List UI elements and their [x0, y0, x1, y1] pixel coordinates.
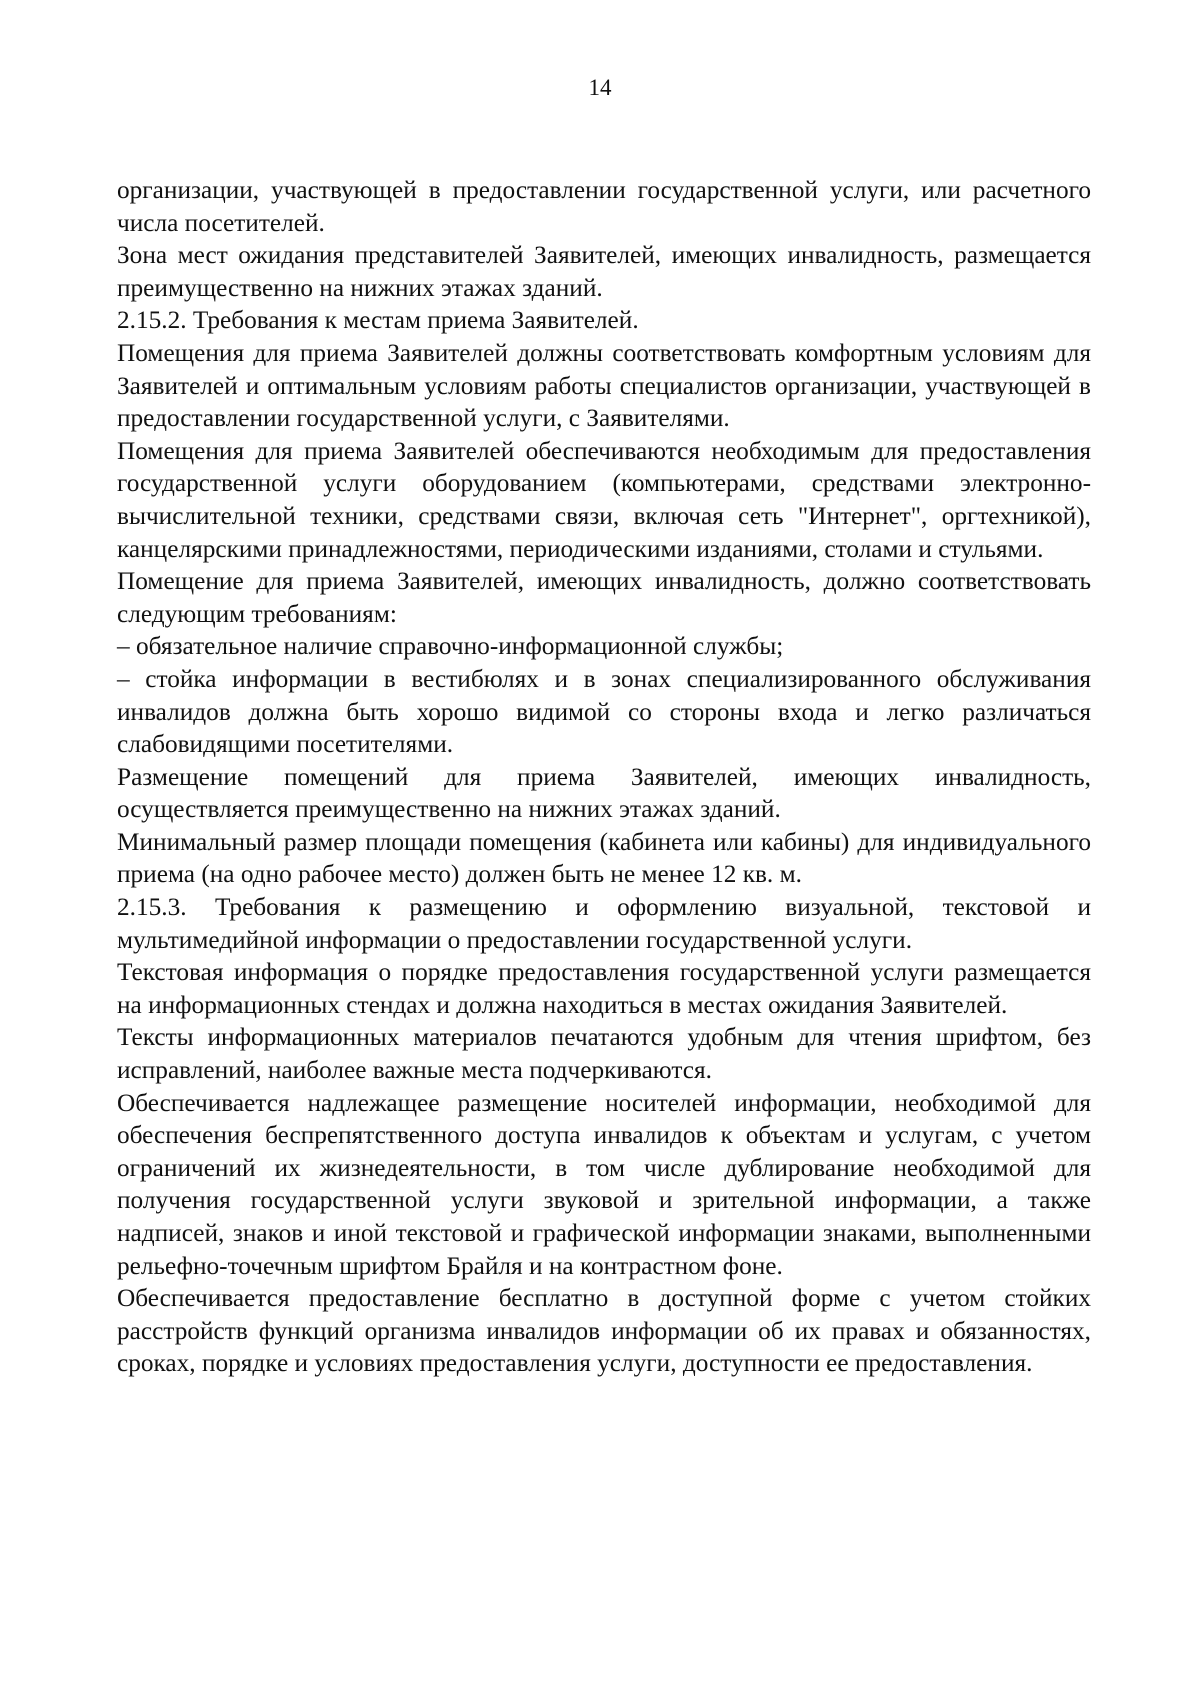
paragraph: Текстовая информация о порядке предоставления государственной услуги размещается на информационных стендах и должна находиться в местах ожидания Заявителей. [117, 958, 1091, 1019]
page-number: 14 [588, 75, 612, 100]
paragraph: Обеспечивается предоставление бесплатно в доступной форме с учетом стойких расстройств функций организма инвалидов информации об их правах и обязанностях, сроках, порядке и условиях предоставления услуги, доступности ее предоставления. [117, 1284, 1091, 1378]
paragraph: Зона мест ожидания представителей Заявителей, имеющих инвалидность, размещается преимущественно на нижних этажах зданий. [117, 241, 1091, 302]
section-heading: 2.15.2. Требования к местам приема Заявителей. [117, 306, 639, 335]
paragraph: Тексты информационных материалов печатаются удобным для чтения шрифтом, без исправлений, наиболее важные места подчеркиваются. [117, 1023, 1091, 1085]
paragraph: Минимальный размер площади помещения (кабинета или кабины) для индивидуального приема (на одно рабочее место) должен быть не менее 12 кв. м. [117, 827, 1091, 889]
document-body [117, 174, 1091, 1380]
paragraph: Помещения для приема Заявителей должны соответствовать комфортным условиям для Заявителей и оптимальным условиям работы специалистов организации, участвующей в предоставлении государственной услуги, с Заявителями. [117, 338, 1091, 433]
paragraph: Помещение для приема Заявителей, имеющих инвалидность, должно соответствовать следующим требованиям: [117, 567, 1091, 628]
paragraph: Размещение помещений для приема Заявителей, имеющих инвалидность, осуществляется преимущественно на нижних этажах зданий. [117, 762, 1091, 824]
paragraph: Обеспечивается надлежащее размещение носителей информации, необходимой для обеспечения беспрепятственного доступа инвалидов к объектам и услугам, с учетом ограничений их жизнедеятельности, в том числе дублирование необходимой для получения государственной услуги звуковой и зрительной информации, а также надписей, знаков и иной текстовой и графической информации знаками, выполненными рельефно-точечным шрифтом Брайля и на контрастном фоне. [117, 1088, 1091, 1280]
section-heading: 2.15.3. Требования к размещению и оформлению визуальной, текстовой и мультимедийной информации о предоставлении государственной услуги. [117, 893, 1091, 954]
list-item: – стойка информации в вестибюлях и в зонах специализированного обслуживания инвалидов должна быть хорошо видимой со стороны входа и легко различаться слабовидящими посетителями. [117, 664, 1091, 759]
list-item: – обязательное наличие справочно-информационной службы; [117, 632, 784, 661]
paragraph: Помещения для приема Заявителей обеспечиваются необходимым для предоставления государственной услуги оборудованием (компьютерами, средствами электронно-вычислительной техники, средствами связи, включая сеть "Интернет", оргтехникой), канцелярскими принадлежностями, периодическими изданиями, столами и стульями. [117, 436, 1091, 563]
paragraph: организации, участвующей в предоставлении государственной услуги, или расчетного числа посетителей. [117, 176, 1091, 237]
